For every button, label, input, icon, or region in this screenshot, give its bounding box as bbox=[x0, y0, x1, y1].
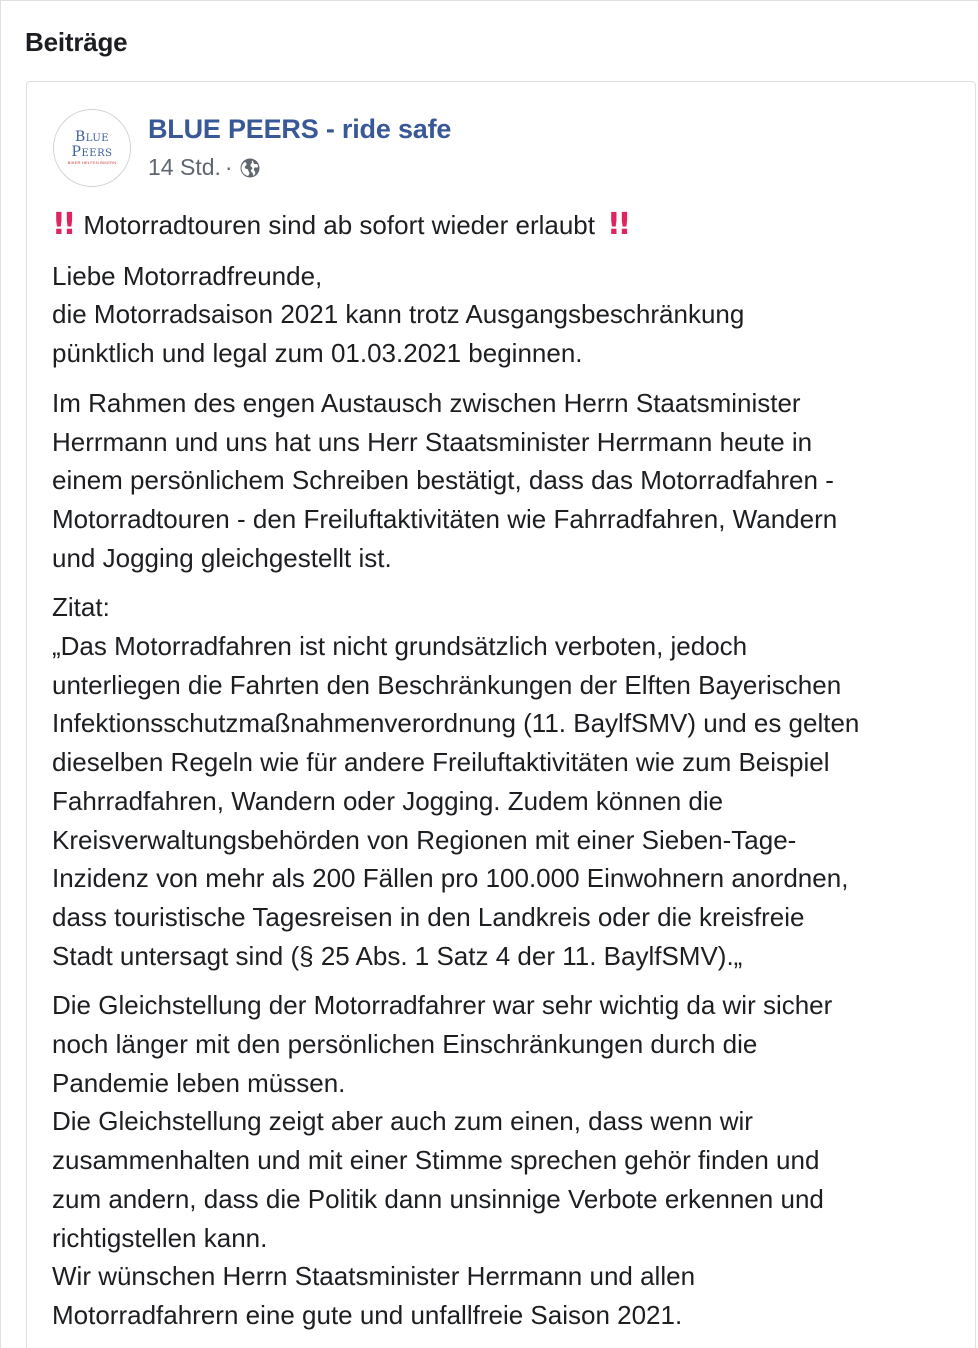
post-paragraph: Liebe Motorradfreunde, die Motorradsaison 2021 kann trotz Ausgangsbeschränkung pünktlich und legal zum 01.03.2021 beginnen. bbox=[52, 260, 745, 369]
author-name-link[interactable]: BLUE PEERS - ride safe bbox=[148, 114, 452, 144]
section-title: Beiträge bbox=[25, 27, 128, 57]
meta-separator: · bbox=[224, 154, 233, 180]
avatar[interactable] bbox=[53, 109, 131, 187]
double-exclamation-icon: !! bbox=[52, 207, 74, 242]
post-paragraph: Im Rahmen des engen Austausch zwischen Herrn Staatsminister Herrmann und uns hat uns Herr Staatsminister Herrmann heute in einem persönlichem Schreiben bestätigt, dass das Motorradfahren - Motorradtouren - den Freiluftaktivitäten wie Fahrradfahren, Wandern und Jogging gleichgestellt ist. bbox=[52, 387, 838, 573]
avatar-logo-line2: Peers bbox=[71, 144, 113, 160]
post-paragraph: Zitat: „Das Motorradfahren ist nicht grundsätzlich verboten, jedoch unterliegen die Fahrten den Beschränkungen der Elften Bayerischen Infektionsschutzmaßnahmenverordnung (11. BaylfSMV) und es gelten dieselben Regeln wie für andere Freiluftaktivitäten wie zum Beispiel Fahrradfahren, Wandern oder Jogging. Zudem können die Kreisverwaltungsbehörden von Regionen mit einer Sieben-Tage- Inzidenz von mehr als 200 Fällen pro 100.000 Einwohnern anordnen, dass touristische Tagesreisen in den Landkreis oder die kreisfreie Stadt untersagt sind (§ 25 Abs. 1 Satz 4 der 11. BaylfSMV).„ bbox=[52, 592, 860, 971]
post-headline bbox=[52, 206, 957, 245]
globe-icon[interactable] bbox=[239, 157, 261, 179]
post-meta bbox=[148, 154, 261, 181]
avatar-logo-line3: BIKER HELFEN BIKERN bbox=[67, 160, 117, 165]
post-timestamp-link[interactable]: 14 Std. bbox=[148, 154, 221, 180]
double-exclamation-icon: !! bbox=[606, 207, 629, 242]
post-paragraph: Die Gleichstellung der Motorradfahrer war sehr wichtig da wir sicher noch länger mit den persönlichen Einschränkungen durch die Pandemie leben müssen. Die Gleichstellung zeigt aber auch zum einen, dass wenn wir zusammenhalten und mit einer Stimme sprechen gehör finden und zum andern, dass die Politik dann unsinnige Verbote erkennen und richtigstellen kann. Wir wünschen Herrn Staatsminister Herrmann und allen Motorradfahrern eine gute und unfallfreie Saison 2021. bbox=[52, 990, 833, 1330]
post-content bbox=[52, 206, 957, 1346]
post-card bbox=[26, 81, 976, 1348]
avatar-logo-line1: Blue bbox=[74, 129, 110, 145]
post-headline-text: Motorradtouren sind ab sofort wieder erlaubt bbox=[83, 210, 595, 240]
